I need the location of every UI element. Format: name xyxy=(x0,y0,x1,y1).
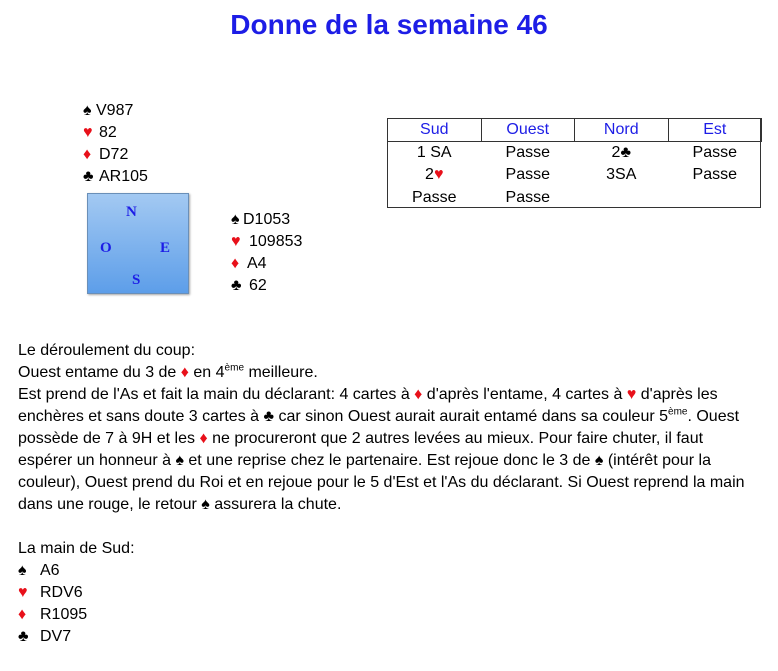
bid-cell: Passe xyxy=(505,166,550,183)
south-clubs-line xyxy=(18,626,748,648)
east-clubs: 62 xyxy=(249,277,267,294)
east-spades-line xyxy=(231,209,302,231)
spade-icon: ♠ xyxy=(231,211,240,228)
lead-text: Ouest entame du 3 de xyxy=(18,364,177,381)
analysis-text: (intérêt pour la couleur), Ouest prend du Roi et en rejoue pour le 5 d'Est et l'As du déclarant. Si Ouest reprend la main dans une rouge, le retour xyxy=(18,452,745,513)
commentary xyxy=(18,340,748,648)
club-icon: ♣ xyxy=(83,168,94,185)
bidding-table xyxy=(387,118,762,210)
heart-icon: ♥ xyxy=(83,124,93,141)
analysis-text: car sinon Ouest aurait aurait entamé dans sa couleur 5 xyxy=(278,408,669,425)
compass-south: S xyxy=(132,272,141,288)
diamond-icon: ♦ xyxy=(180,364,189,381)
diamond-icon: ♦ xyxy=(199,430,208,447)
north-hearts-line xyxy=(83,122,148,144)
lead-text: meilleure. xyxy=(248,364,318,381)
south-diamonds: R1095 xyxy=(40,606,88,623)
analysis-text: d'après les enchères et sans doute 3 cartes à xyxy=(18,386,718,425)
compass-west: O xyxy=(100,240,112,256)
header-sud: Sud xyxy=(388,119,482,142)
east-hand xyxy=(231,209,302,297)
bid-cell xyxy=(668,186,762,210)
superscript: ème xyxy=(668,406,688,418)
club-icon: ♣ xyxy=(231,277,242,294)
diamond-icon: ♦ xyxy=(83,146,92,163)
analysis-paragraph xyxy=(18,384,748,516)
analysis-text: et une reprise chez le partenaire. Est rejoue donc le 3 de xyxy=(188,452,591,469)
bid-cell xyxy=(575,142,669,165)
heart-icon: ♥ xyxy=(231,233,241,250)
south-diamonds-line xyxy=(18,604,748,626)
east-hearts-line xyxy=(231,231,302,253)
bid-cell: 1 SA xyxy=(416,144,452,161)
analysis-text: ne procureront que 2 autres levées au mieux. Pour faire chuter, il faut espérer un honneur à xyxy=(18,430,704,469)
analysis-text: Est prend de l'As et fait la main du déclarant: 4 cartes à xyxy=(18,386,410,403)
bid-cell xyxy=(388,164,482,186)
diamond-icon: ♦ xyxy=(18,606,27,623)
heart-icon: ♥ xyxy=(18,584,28,601)
bidding-row xyxy=(388,164,762,186)
east-diamonds: A4 xyxy=(247,255,267,272)
bid-cell: Passe xyxy=(692,166,737,183)
spade-icon: ♠ xyxy=(594,452,604,469)
north-diamonds: D72 xyxy=(99,146,129,163)
bid-level: 2 xyxy=(425,166,434,183)
north-clubs: AR105 xyxy=(99,168,148,185)
bidding-header-row xyxy=(388,119,762,142)
spade-icon: ♠ xyxy=(175,452,184,469)
analysis-text: assurera la chute. xyxy=(214,496,342,513)
club-icon: ♣ xyxy=(263,408,274,425)
heart-icon: ♥ xyxy=(626,386,637,403)
south-spades: A6 xyxy=(40,562,60,579)
diamond-icon: ♦ xyxy=(414,386,423,403)
south-spades-line xyxy=(18,560,748,582)
spade-icon: ♠ xyxy=(18,562,27,579)
superscript: ème xyxy=(224,362,244,374)
south-clubs: DV7 xyxy=(40,628,72,645)
east-clubs-line xyxy=(231,275,302,297)
page-title: Donne de la semaine 46 xyxy=(230,9,548,40)
spade-icon: ♠ xyxy=(201,496,210,513)
bid-cell xyxy=(575,186,669,210)
compass-east: E xyxy=(160,240,171,256)
north-diamonds-line xyxy=(83,144,148,166)
bid-cell: Passe xyxy=(412,189,457,206)
north-spades: V987 xyxy=(96,102,134,119)
lead-line xyxy=(18,362,748,384)
analysis-text: d'après l'entame, 4 cartes à xyxy=(426,386,623,403)
north-clubs-line xyxy=(83,166,148,188)
header-est: Est xyxy=(668,119,762,142)
lead-text: en 4 xyxy=(193,364,225,381)
north-spades-line xyxy=(83,100,148,122)
intro-line: Le déroulement du coup: xyxy=(18,342,196,359)
analysis-text: . Ouest possède de 7 à 9H et les xyxy=(18,408,740,447)
north-hearts: 82 xyxy=(99,124,117,141)
header-ouest: Ouest xyxy=(481,119,575,142)
spade-icon: ♠ xyxy=(83,102,92,119)
east-spades: D1053 xyxy=(243,211,291,228)
bid-cell: Passe xyxy=(692,144,737,161)
east-diamonds-line xyxy=(231,253,302,275)
south-hand xyxy=(18,560,748,648)
east-hearts: 109853 xyxy=(249,233,303,250)
club-icon: ♣ xyxy=(18,628,29,645)
north-hand xyxy=(83,100,148,188)
south-title: La main de Sud: xyxy=(18,540,135,557)
south-hearts: RDV6 xyxy=(40,584,83,601)
bidding-row xyxy=(388,186,762,210)
bid-cell: Passe xyxy=(505,189,550,206)
header-nord: Nord xyxy=(575,119,669,142)
bid-cell: Passe xyxy=(505,144,550,161)
compass-box xyxy=(87,193,189,294)
south-hearts-line xyxy=(18,582,748,604)
bidding-row xyxy=(388,142,762,165)
club-icon: ♣ xyxy=(620,144,631,161)
bid-cell: 3SA xyxy=(606,166,637,183)
compass-north: N xyxy=(126,204,137,220)
heart-icon: ♥ xyxy=(433,166,444,183)
diamond-icon: ♦ xyxy=(231,255,240,272)
bid-level: 2 xyxy=(611,144,621,161)
spacer xyxy=(18,516,748,538)
